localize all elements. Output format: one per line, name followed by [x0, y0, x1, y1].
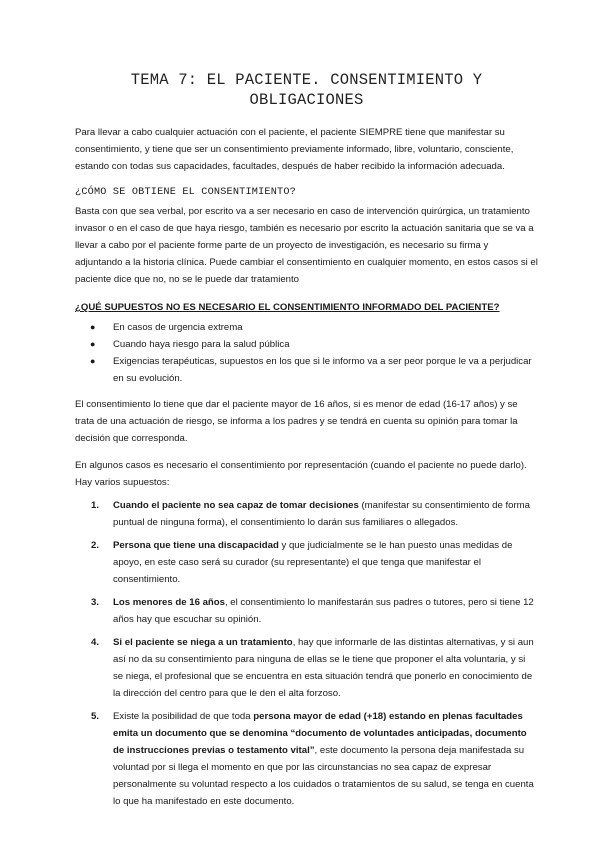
list-item: 3. Los menores de 16 años, el consentimiento lo manifestarán sus padres o tutores, pero si tiene 12 años hay que escuchar su opinión. [75, 594, 538, 628]
list-item: 2. Persona que tiene una discapacidad y que judicialmente se le han puesto unas medidas de apoyo, en este caso será su curador (su representante) el que tenga que manifestar el consentimiento. [75, 537, 538, 588]
exceptions-list [75, 319, 538, 387]
bullet-icon: ● [90, 339, 96, 349]
consent-paragraph: Basta con que sea verbal, por escrito va a ser necesario en caso de intervención quirúrgica, un tratamiento invasor o en el caso de que haya riesgo, también es necesario por escrito la actuación sanitaria que se va a llevar a cabo por el paciente forme parte de un proyecto de investigación, es necesario su firma y adjuntando a la historia clínica. Puede cambiar el consentimiento en cualquier momento, en estos casos si el paciente dice que no, no se le puede dar tratamiento [75, 206, 538, 285]
intro-paragraph: Para llevar a cabo cualquier actuación con el paciente, el paciente SIEMPRE tiene que manifestar su consentimiento, y tiene que ser un consentimiento previamente informado, libre, voluntario, consciente, estando con todas sus capacidades, facultades, después de haber recibido la información adecuada. [75, 127, 514, 172]
representation-list [75, 497, 538, 810]
item-number: 1. [91, 500, 100, 511]
item-number: 3. [91, 597, 100, 608]
representation-paragraph: En algunos casos es necesario el consentimiento por representación (cuando el paciente no puede darlo). Hay varios supuestos: [75, 460, 527, 488]
item-number: 4. [91, 637, 100, 648]
item-number: 2. [91, 540, 100, 551]
bullet-icon: ● [90, 322, 96, 332]
list-item: ● En casos de urgencia extrema [75, 319, 538, 336]
bullet-icon: ● [90, 356, 96, 366]
list-item: 1. Cuando el paciente no sea capaz de tomar decisiones (manifestar su consentimiento de forma puntual de ninguna forma), el consentimiento lo darán sus familiares o allegados. [75, 497, 538, 531]
page-title: TEMA 7: EL PACIENTE. CONSENTIMIENTO Y OBLIGACIONES [130, 71, 483, 109]
section-heading-exceptions: ¿QUÉ SUPUESTOS NO ES NECESARIO EL CONSENTIMIENTO INFORMADO DEL PACIENTE? [75, 302, 500, 313]
item-number: 5. [91, 711, 100, 722]
list-item: 5. Existe la posibilidad de que toda persona mayor de edad (+18) estando en plenas facultades emita un documento que se denomina “documento de voluntades anticipadas, documento de instrucciones previas o testamento vital”, este documento la persona deja manifestada su voluntad por si llega el momento en que por las circunstancias no sea capaz de expresar personalmente su voluntad respecto a los cuidados o tratamientos de su salud, se tenga en cuenta lo que ha manifestado en este documento. [75, 708, 538, 810]
list-item: ● Cuando haya riesgo para la salud pública [75, 336, 538, 353]
list-item: ● Exigencias terapéuticas, supuestos en los que si le informo va a ser peor porque le va a perjudicar en su evolución. [75, 353, 538, 387]
age-paragraph: El consentimiento lo tiene que dar el paciente mayor de 16 años, si es menor de edad (16-17 años) y se trata de una actuación de riesgo, se informa a los padres y se tendrá en cuenta su opinión para tomar la decisión que corresponda. [75, 399, 518, 444]
list-item: 4. Si el paciente se niega a un tratamiento, hay que informarle de las distintas alternativas, y si aun así no da su consentimiento para ninguna de ellas se le tiene que proponer el alta voluntaria, y si se niega, el profesional que se encuentra en esta situación tendrá que ponerlo en conocimiento de la dirección del centro para que le den el alta forzoso. [75, 634, 538, 702]
section-heading-consent: ¿CÓMO SE OBTIENE EL CONSENTIMIENTO? [75, 187, 296, 198]
